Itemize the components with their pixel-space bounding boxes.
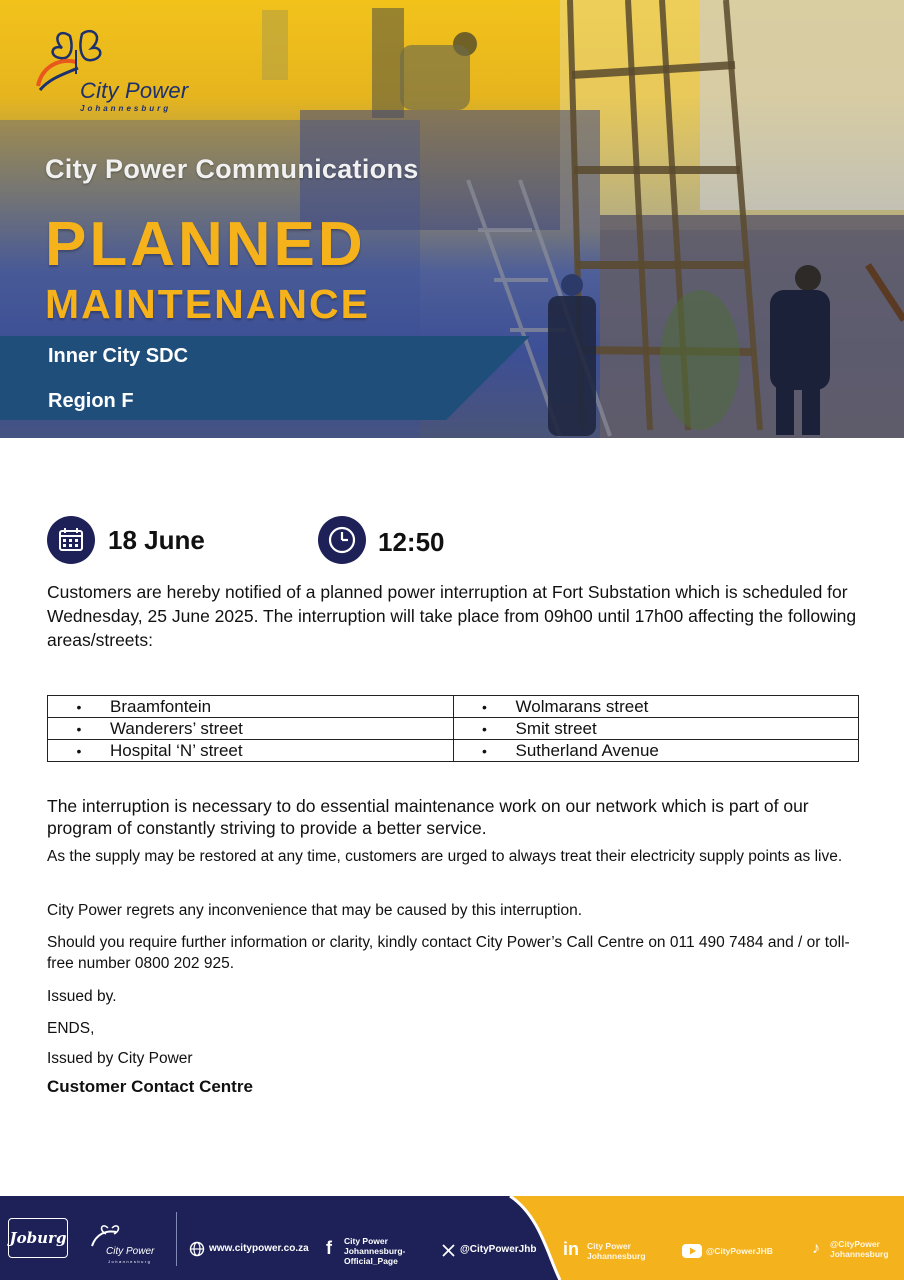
linkedin-line1[interactable]: City Power bbox=[587, 1241, 631, 1251]
facebook-icon: f bbox=[326, 1238, 332, 1258]
linkedin-icon: in bbox=[563, 1239, 579, 1259]
footer-background bbox=[0, 1196, 904, 1280]
footer-city-power: City Power bbox=[106, 1246, 155, 1257]
youtube-handle[interactable]: @CityPowerJHB bbox=[706, 1246, 773, 1256]
headline-maintenance: MAINTENANCE bbox=[45, 281, 370, 327]
street-item: Wolmarans street bbox=[515, 696, 649, 716]
joburg-logo: Joburg bbox=[8, 1218, 68, 1258]
tiktok-line2[interactable]: Johannesburg bbox=[830, 1249, 889, 1259]
table-row bbox=[48, 718, 859, 740]
street-item: Sutherland Avenue bbox=[515, 740, 659, 760]
bullet: • bbox=[482, 742, 487, 759]
street-item: Braamfontein bbox=[110, 696, 212, 716]
facebook-page-line3[interactable]: Official_Page bbox=[344, 1256, 398, 1266]
header-banner bbox=[0, 0, 904, 438]
footer-separator bbox=[176, 1212, 177, 1266]
table-row bbox=[48, 740, 859, 762]
notice-time: 12:50 bbox=[378, 527, 445, 557]
notice-date: 18 June bbox=[108, 525, 205, 555]
supply-paragraph: As the supply may be restored at any time, customers are urged to always treat their electricity supply points as live. bbox=[47, 848, 843, 865]
street-item: Smit street bbox=[515, 718, 597, 738]
globe-icon bbox=[189, 1241, 205, 1257]
facebook-page-line1[interactable]: City Power bbox=[344, 1236, 388, 1246]
youtube-icon bbox=[682, 1244, 702, 1258]
logo-subtitle: Johannesburg bbox=[80, 104, 172, 113]
bullet: • bbox=[76, 742, 82, 759]
tiktok-icon: ♪ bbox=[812, 1240, 820, 1257]
contact-paragraph: Should you require further information or clarity, kindly contact City Power’s Call Centre on 011 490 7484 and / or toll-free number 0800 202 925. bbox=[47, 934, 850, 972]
headline-planned: PLANNED bbox=[45, 210, 366, 279]
regret-paragraph: City Power regrets any inconvenience that may be caused by this interruption. bbox=[47, 902, 583, 919]
bullet: • bbox=[76, 698, 82, 715]
tiktok-line1[interactable]: @CityPower bbox=[830, 1239, 880, 1249]
x-handle[interactable]: @CityPowerJhb bbox=[460, 1244, 537, 1255]
ends-line: ENDS, bbox=[47, 1020, 95, 1037]
clock-icon bbox=[318, 516, 366, 564]
customer-contact-centre: Customer Contact Centre bbox=[47, 1077, 253, 1096]
bullet: • bbox=[482, 698, 487, 715]
calendar-icon bbox=[47, 516, 95, 564]
website-link[interactable]: www.citypower.co.za bbox=[209, 1243, 309, 1254]
street-item: Wanderers’ street bbox=[110, 718, 243, 738]
affected-streets-table bbox=[47, 695, 859, 762]
reason-paragraph: The interruption is necessary to do essential maintenance work on our network which is part of our program of constantly striving to provide a better service. bbox=[47, 796, 809, 838]
linkedin-line2[interactable]: Johannesburg bbox=[587, 1251, 646, 1261]
footer-city-power-sub: Johannesburg bbox=[108, 1259, 152, 1264]
footer-bar bbox=[0, 1196, 904, 1280]
sdc-label: Inner City SDC bbox=[48, 345, 189, 367]
x-icon bbox=[442, 1244, 455, 1257]
facebook-page-line2[interactable]: Johannesburg- bbox=[344, 1246, 406, 1256]
issued-by-city-power: Issued by City Power bbox=[47, 1050, 193, 1067]
table-row bbox=[48, 696, 859, 718]
bullet: • bbox=[76, 720, 82, 737]
logo-title: City Power bbox=[80, 78, 189, 103]
issued-by-line: Issued by. bbox=[47, 988, 117, 1005]
street-item: Hospital ‘N’ street bbox=[110, 740, 243, 760]
bullet: • bbox=[482, 720, 487, 737]
intro-paragraph: Customers are hereby notified of a planned power interruption at Fort Substation which is scheduled for Wednesday, 25 June 2025. The interruption will take place from 09h00 until 17h00 affecting the following areas/streets: bbox=[47, 582, 857, 650]
region-label: Region F bbox=[48, 390, 134, 412]
communications-title: City Power Communications bbox=[45, 154, 419, 184]
